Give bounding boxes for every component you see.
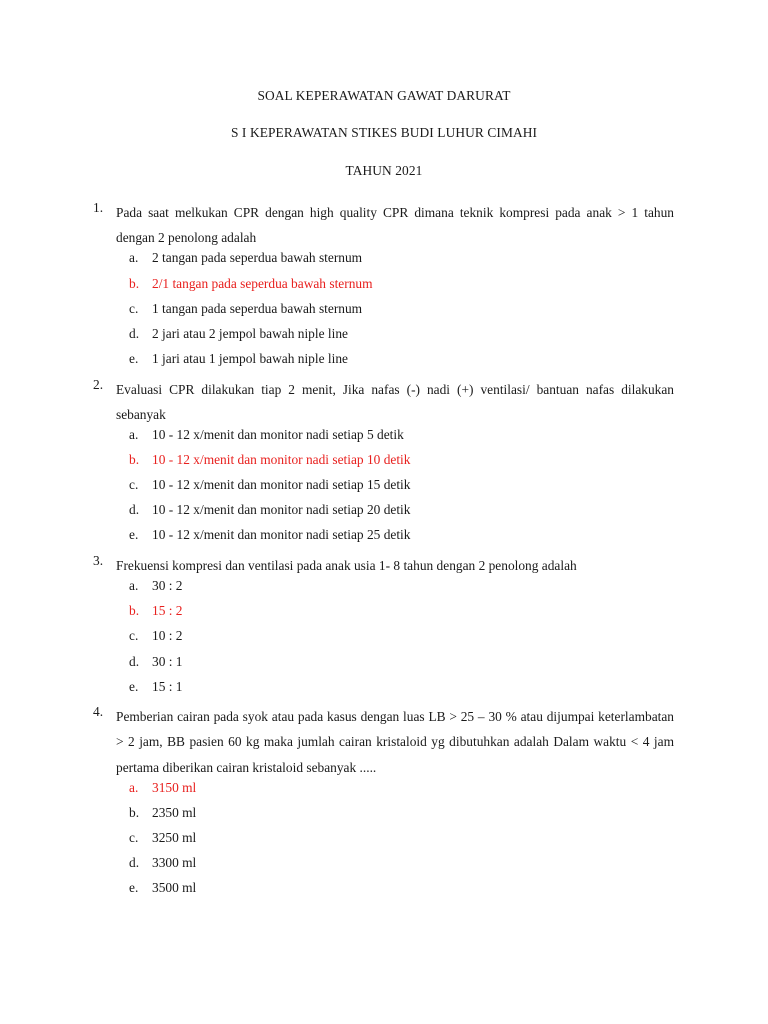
option-text: 30 : 2 (152, 578, 183, 593)
option-letter: c. (129, 628, 139, 643)
option-text: 2350 ml (152, 805, 197, 820)
option-text: 15 : 2 (152, 603, 183, 618)
option-text: 10 - 12 x/menit dan monitor nadi setiap 25 detik (152, 527, 411, 542)
question-text: Evaluasi CPR dilakukan tiap 2 menit, Jika nafas (-) nadi (+) ventilasi/ bantuan nafas dilakukan sebanyak (116, 382, 674, 423)
option-text: 3500 ml (152, 880, 197, 895)
option-letter: d. (129, 855, 140, 870)
option-letter: a. (129, 250, 139, 265)
option-letter: d. (129, 502, 140, 517)
document-title: SOAL KEPERAWATAN GAWAT DARURAT (257, 88, 511, 103)
option-text: 15 : 1 (152, 679, 183, 694)
question-number: 2. (93, 377, 104, 392)
option-text: 10 - 12 x/menit dan monitor nadi setiap 10 detik (152, 452, 411, 467)
option-text: 3300 ml (152, 855, 197, 870)
option-letter: c. (129, 830, 139, 845)
option-letter: b. (129, 805, 140, 820)
question-text: Pemberian cairan pada syok atau pada kasus dengan luas LB > 25 – 30 % atau dijumpai keterlambatan > 2 jam, BB pasien 60 kg maka jumlah cairan kristaloid yg dibutuhkan adalah Dalam waktu < 4 jam pertama diberikan cairan kristaloid sebanyak ..... (116, 709, 674, 775)
option-text: 1 tangan pada seperdua bawah sternum (152, 301, 363, 316)
question-number: 3. (93, 553, 104, 568)
option-text: 3150 ml (152, 780, 197, 795)
option-letter: c. (129, 301, 139, 316)
option-text: 10 - 12 x/menit dan monitor nadi setiap 15 detik (152, 477, 411, 492)
option-text: 1 jari atau 1 jempol bawah niple line (152, 351, 348, 366)
option-text: 2 jari atau 2 jempol bawah niple line (152, 326, 348, 341)
option-letter: e. (129, 679, 139, 694)
option-letter: e. (129, 351, 139, 366)
option-letter: b. (129, 452, 140, 467)
option-letter: a. (129, 578, 139, 593)
option-text: 10 - 12 x/menit dan monitor nadi setiap 5 detik (152, 427, 404, 442)
option-letter: b. (129, 276, 140, 291)
option-letter: c. (129, 477, 139, 492)
option-letter: b. (129, 603, 140, 618)
option-letter: d. (129, 326, 140, 341)
option-letter: a. (129, 427, 139, 442)
option-letter: e. (129, 880, 139, 895)
option-letter: a. (129, 780, 139, 795)
option-letter: e. (129, 527, 139, 542)
option-text: 30 : 1 (152, 654, 183, 669)
option-text: 10 - 12 x/menit dan monitor nadi setiap 20 detik (152, 502, 411, 517)
option-text: 2 tangan pada seperdua bawah sternum (152, 250, 363, 265)
question-text: Pada saat melkukan CPR dengan high quality CPR dimana teknik kompresi pada anak > 1 tahun dengan 2 penolong adalah (116, 205, 674, 246)
option-text: 3250 ml (152, 830, 197, 845)
option-letter: d. (129, 654, 140, 669)
document-subtitle: S I KEPERAWATAN STIKES BUDI LUHUR CIMAHI (230, 125, 538, 140)
option-text: 2/1 tangan pada seperdua bawah sternum (152, 276, 373, 291)
question-number: 1. (93, 200, 104, 215)
document-year: TAHUN 2021 (345, 163, 423, 178)
question-text: Frekuensi kompresi dan ventilasi pada anak usia 1- 8 tahun dengan 2 penolong adalah (116, 558, 577, 573)
question-number: 4. (93, 704, 104, 719)
option-text: 10 : 2 (152, 628, 183, 643)
